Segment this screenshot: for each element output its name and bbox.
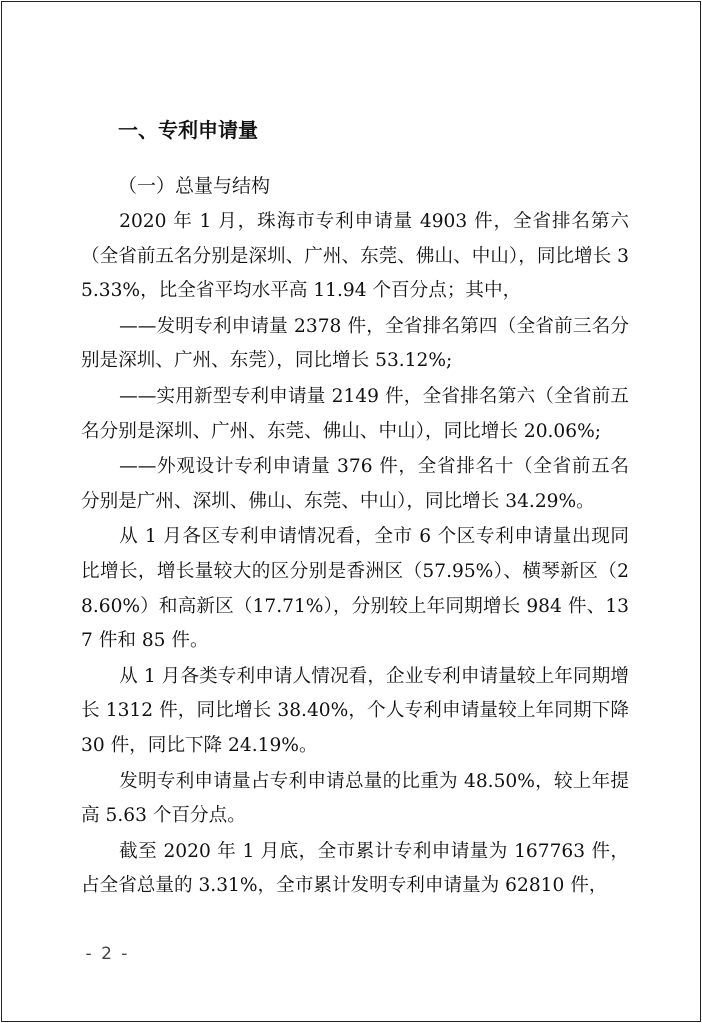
section-heading: 一、专利申请量	[118, 118, 258, 142]
paragraph-cumulative-totals: 截至 2020 年 1 月底，全市累计专利申请量为 167763 件，占全省总量的 3.31%，全市累计发明专利申请量为 62810 件，	[81, 840, 629, 897]
paragraph-district-breakdown: 从 1 月各区专利申请情况看，全市 6 个区专利申请量出现同比增长，增长量较大的区分别是香洲区（57.95%）、横琴新区（28.60%）和高新区（17.71%），分别较上年同期增长 984 件、137 件和 85 件。	[81, 526, 629, 652]
subsection-heading: （一）总量与结构	[118, 175, 271, 197]
page-number: - 2 -	[85, 944, 130, 964]
paragraph-total-applications: 2020 年 1 月，珠海市专利申请量 4903 件，全省排名第六（全省前五名分别是深圳、广州、东莞、佛山、中山），同比增长 35.33%，比全省平均水平高 11.94 个百分点；其中，	[81, 211, 629, 302]
paragraph-design-patents: ——外观设计专利申请量 376 件，全省排名十（全省前五名分别是广州、深圳、佛山、东莞、中山），同比增长 34.29%。	[81, 456, 629, 512]
paragraph-invention-share: 发明专利申请量占专利申请总量的比重为 48.50%，较上年提高 5.63 个百分点。	[81, 770, 629, 827]
paragraph-invention-patents: ——发明专利申请量 2378 件，全省排名第四（全省前三名分别是深圳、广州、东莞），同比增长 53.12%;	[81, 315, 629, 372]
paragraph-applicant-types: 从 1 月各类专利申请人情况看，企业专利申请量较上年同期增长 1312 件，同比增长 38.40%，个人专利申请量较上年同期下降 30 件，同比下降 24.19%。	[81, 665, 629, 756]
paragraph-utility-model-patents: ——实用新型专利申请量 2149 件，全省排名第六（全省前五名分别是深圳、广州、东莞、佛山、中山），同比增长 20.06%;	[81, 385, 629, 442]
document-body	[81, 205, 629, 905]
